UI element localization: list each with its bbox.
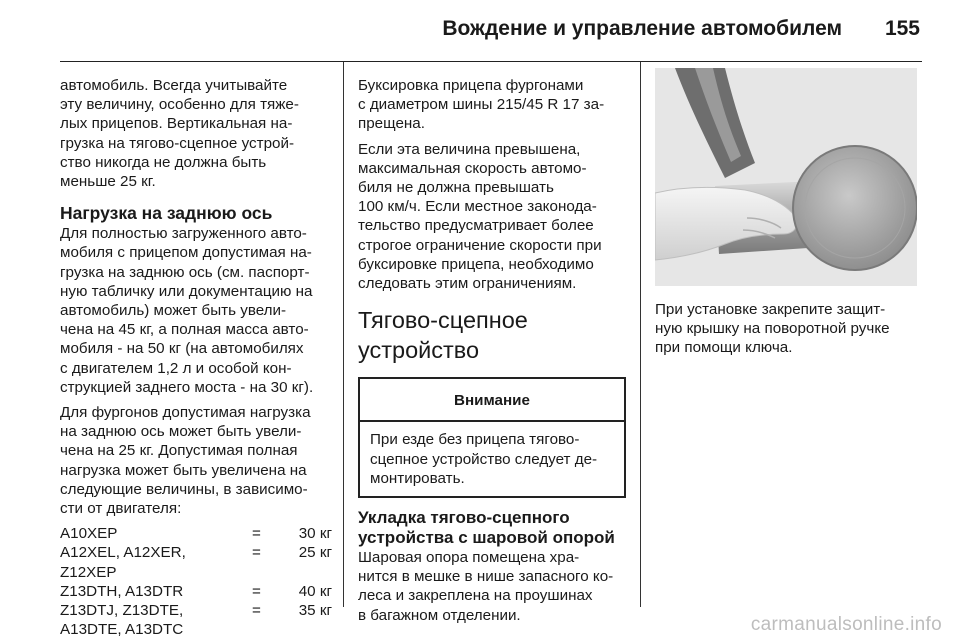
paragraph-ball-storage: Шаровая опора помещена хра- нится в мешке в нише запасного ко- леса и закреплена на проушинах в багажном отделении. (358, 549, 614, 624)
equals-sign: = (252, 582, 261, 600)
paragraph-tyre-restriction: Буксировка прицепа фургонами с диаметром шины 215/45 R 17 за- прещена. (358, 77, 605, 133)
engine-model: Z12XEP (60, 563, 117, 581)
paragraph-rear-axle: Для полностью загруженного авто- мобиля с прицепом допустимая на- грузка на заднюю ось (см. паспорт- ную табличку или документацию на автомобиль) может быть увели- чена на 45 кг, а полная масса авто- мобиля - на 50 кг (на автомобилях с двигателем 1,2 л и особой кон- струкцией заднего моста - на 30 кг). (60, 225, 314, 396)
equals-sign: = (252, 544, 261, 562)
warning-box (358, 377, 626, 498)
equals-sign: = (252, 602, 261, 620)
engine-model: Z13DTJ, Z13DTE, (60, 602, 184, 620)
towbar-cover-illustration (655, 68, 917, 286)
paragraph-vertical-load: автомобиль. Всегда учитывайте эту величину, особенно для тяже- лых прицепов. Вертикальная на- грузка на тягово-сцепное устрой- ство никогда не должна быть меньше 25 кг. (60, 77, 299, 191)
engine-row (60, 524, 332, 543)
engine-model: A12XEL, A12XER, (60, 544, 186, 562)
heading-ball-storage: Укладка тягово-сцепного устройства с шаровой опорой (358, 508, 615, 548)
header-rule (60, 61, 922, 62)
engine-model: Z13DTH, A13DTR (60, 582, 184, 600)
engine-model: A10XEP (60, 525, 118, 543)
hand-cover-illustration-icon (655, 68, 917, 286)
column-left (60, 76, 332, 639)
column-right (655, 68, 917, 364)
heading-towing-device: Тягово-сцепное устройство (358, 307, 528, 364)
paragraph-vans: Для фургонов допустимая нагрузка на заднюю ось может быть увели- чена на 25 кг. Допустимая полная нагрузка может быть увеличена на следующие величины, в зависимо- сти от двигателя: (60, 404, 311, 518)
engine-load-table (60, 524, 332, 639)
engine-row (60, 582, 332, 601)
engine-model: A13DTE, A13DTC (60, 621, 184, 639)
chapter-title: Вождение и управление автомобилем (442, 17, 842, 40)
page-header (0, 0, 960, 62)
engine-load-value: 30 кг (298, 525, 332, 543)
engine-row (60, 543, 332, 581)
engine-load-value: 35 кг (298, 602, 332, 620)
column-middle (358, 76, 626, 631)
engine-load-value: 25 кг (298, 544, 332, 562)
column-divider-2 (640, 62, 641, 607)
column-divider-1 (343, 62, 344, 607)
page-number: 155 (884, 17, 920, 40)
engine-row (60, 601, 332, 639)
warning-text: При езде без прицепа тягово- сцепное устройство следует де- монтировать. (370, 431, 598, 487)
watermark: carmanualsonline.info (750, 614, 942, 635)
warning-title: Внимание (360, 379, 624, 422)
equals-sign: = (252, 525, 261, 543)
caption-cover: При установке закрепите защит- ную крышку на поворотной ручке при помощи ключа. (655, 301, 890, 357)
paragraph-speed-limit: Если эта величина превышена, максимальная скорость автомо- биля не должна превышать 100 км/ч. Если местное законода- тельство предусматривает более строгое ограничение скорости при буксировке прицепа, необходимо следовать этим ограничениям. (358, 140, 602, 293)
heading-rear-axle-load: Нагрузка на заднюю ось (60, 203, 273, 224)
engine-load-value: 40 кг (298, 582, 332, 600)
